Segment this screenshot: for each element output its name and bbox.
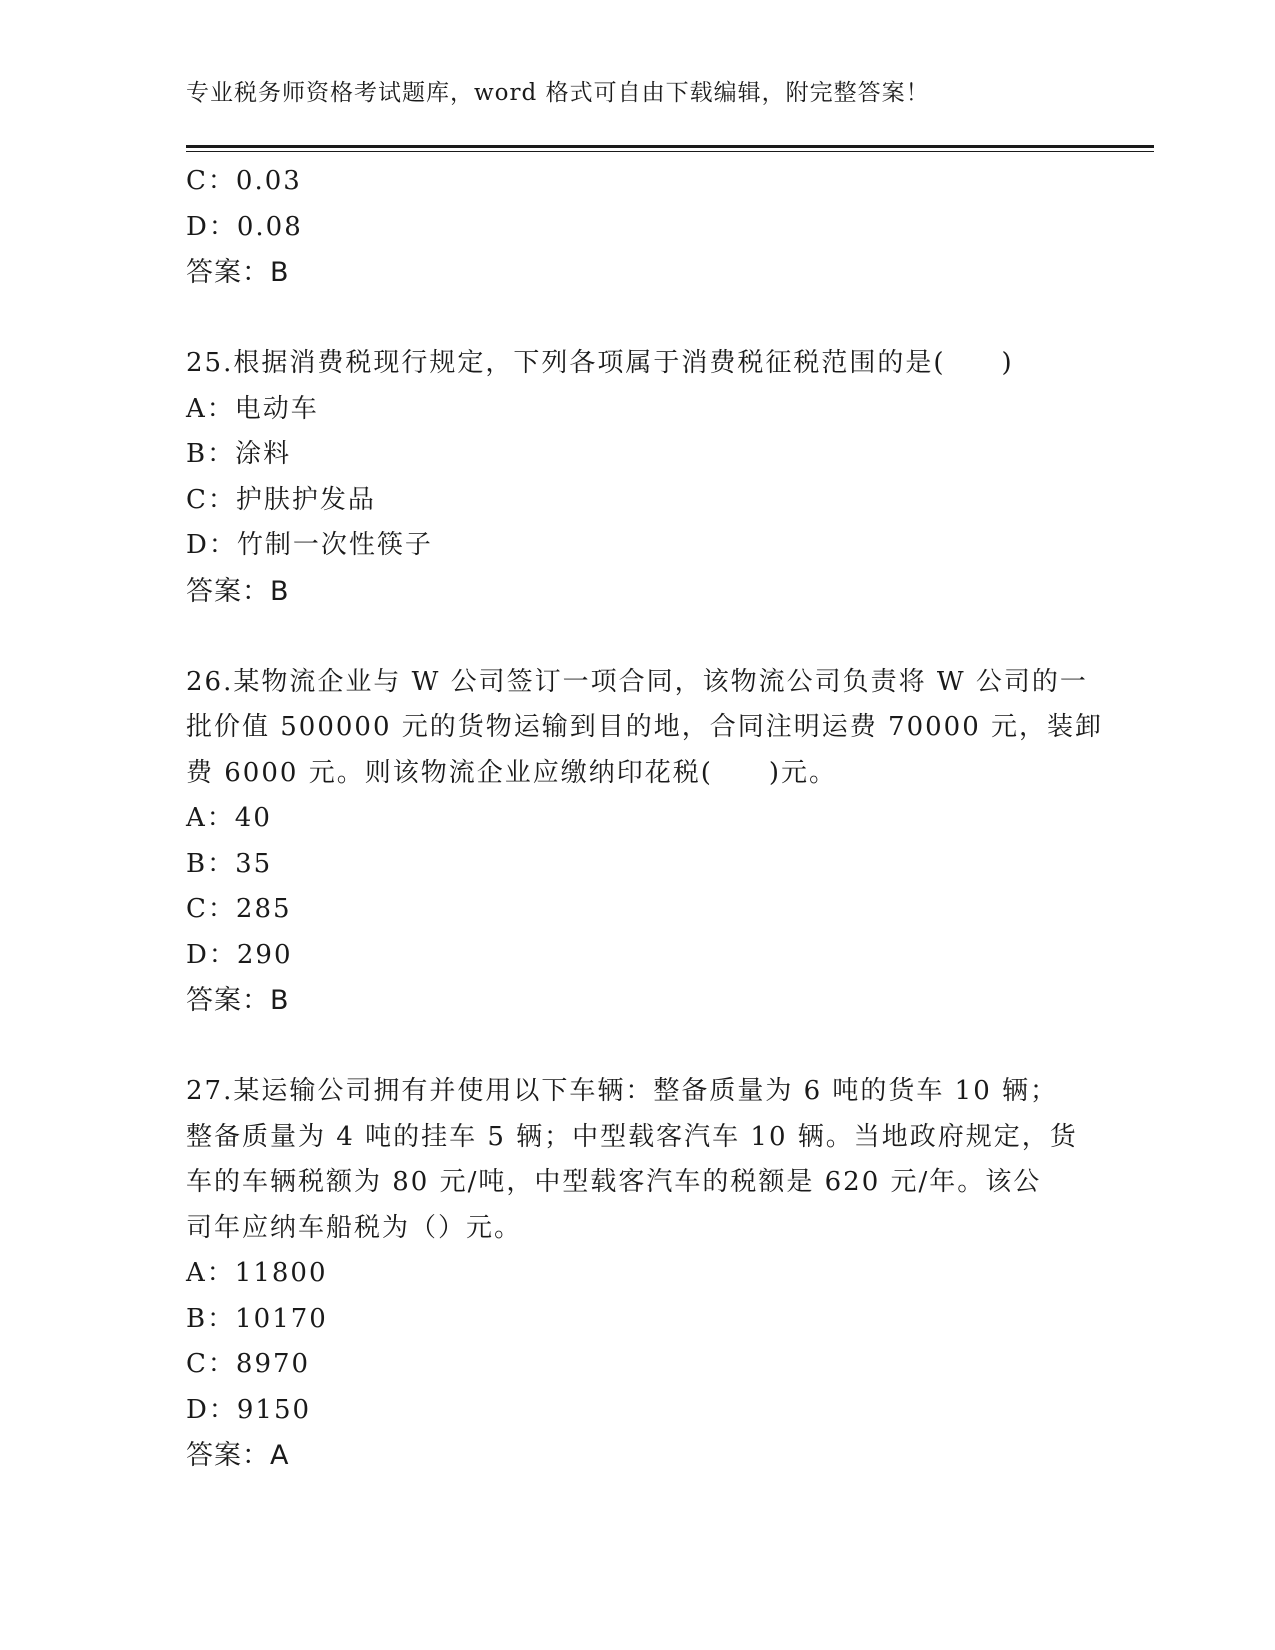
- answer-line: 答案：B: [186, 257, 290, 288]
- option-a: A：电动车: [186, 393, 319, 424]
- page-header-note: 专业税务师资格考试题库，word 格式可自由下载编辑，附完整答案！: [186, 80, 930, 106]
- option-a: A：11800: [186, 1258, 328, 1288]
- question-26: [186, 660, 1104, 1024]
- document-body: [186, 159, 1104, 1479]
- option-c: C：8970: [186, 1349, 311, 1379]
- option-c: C：护肤护发品: [186, 484, 376, 515]
- header-rule-thin: [186, 151, 1154, 152]
- header-rule-thick: [186, 145, 1154, 148]
- question-25: [186, 341, 1086, 614]
- option-d: D：0.08: [186, 211, 303, 242]
- question-stem-line-4: 司年应纳车船税为（）元。: [186, 1212, 523, 1243]
- option-a: A：40: [186, 803, 272, 833]
- question-27: [186, 1069, 1086, 1479]
- option-b: B：35: [186, 848, 273, 879]
- question-stem-line-3: 车的车辆税额为 80 元/吨，中型载客汽车的税额是 620 元/年。该公: [186, 1167, 1042, 1197]
- question-stem-line-2: 整备质量为 4 吨的挂车 5 辆；中型载客汽车 10 辆。当地政府规定，货: [186, 1121, 1078, 1152]
- option-c: C：0.03: [186, 166, 302, 196]
- option-d: D：9150: [186, 1394, 312, 1425]
- question-stem: 25.根据消费税现行规定，下列各项属于消费税征税范围的是( ): [186, 348, 1014, 378]
- answer-line: 答案：B: [186, 575, 290, 607]
- option-d: D：290: [186, 939, 293, 970]
- option-c: C：285: [186, 894, 292, 924]
- question-stem-line-1: 27.某运输公司拥有并使用以下车辆：整备质量为 6 吨的货车 10 辆；: [186, 1076, 1059, 1106]
- question-stem-line-1: 26.某物流企业与 W 公司签订一项合同，该物流公司负责将 W 公司的一: [186, 666, 1088, 697]
- carryover-block: [186, 159, 1086, 296]
- option-d: D：竹制一次性筷子: [186, 530, 433, 560]
- answer-line: 答案：A: [186, 1440, 290, 1471]
- question-stem-line-3: 费 6000 元。则该物流企业应缴纳印花税( )元。: [186, 757, 837, 788]
- option-b: B：10170: [186, 1303, 328, 1334]
- option-b: B：涂料: [186, 439, 292, 469]
- question-stem-line-2: 批价值 500000 元的货物运输到目的地，合同注明运费 70000 元，装卸: [186, 712, 1104, 742]
- answer-line: 答案：B: [186, 985, 290, 1016]
